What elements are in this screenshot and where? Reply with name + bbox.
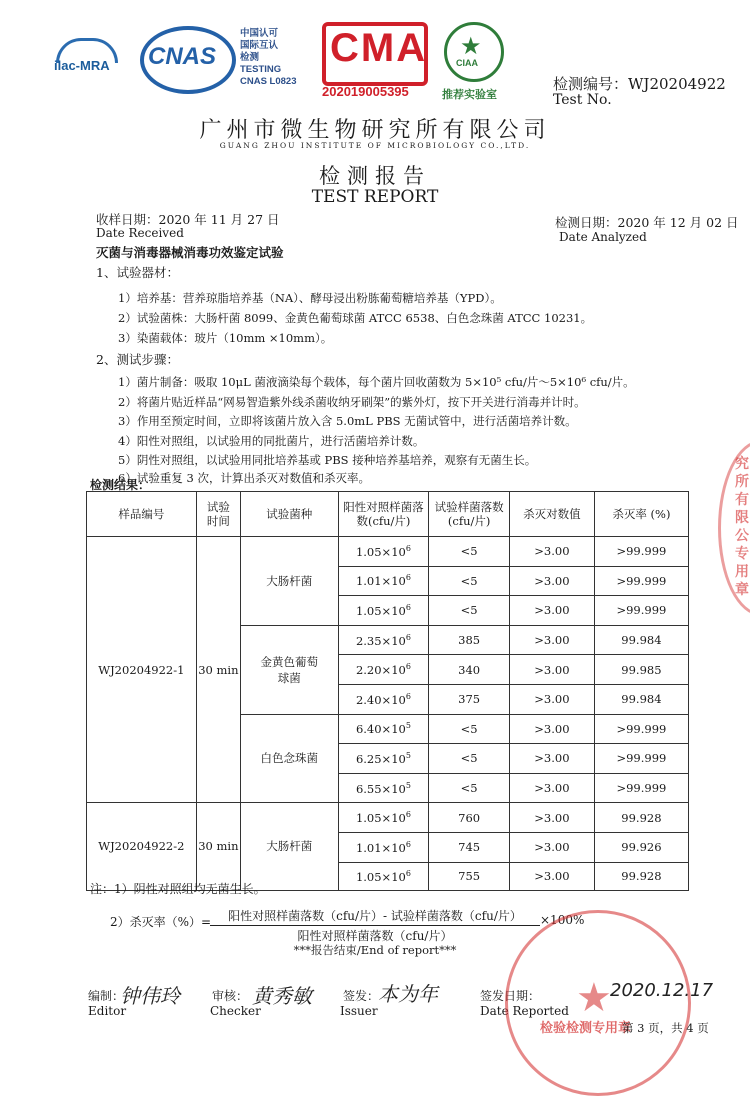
formula-denominator: 阳性对照样菌落数（cfu/片） (297, 929, 453, 943)
formula-multiplier: ×100% (540, 913, 585, 927)
official-seal (505, 910, 691, 1096)
cell-strain: 金黄色葡萄球菌 (241, 625, 339, 714)
header-log: 杀灭对数值 (509, 492, 594, 537)
section1-heading: 1、试验器材： (96, 265, 179, 280)
table-header-row (87, 492, 689, 537)
date-reported-label-en: Date Reported (480, 1004, 569, 1018)
cell-test-count: <5 (429, 773, 510, 803)
note-formula-label: 2）杀灭率（%）= (110, 915, 212, 929)
table-row (87, 803, 689, 833)
cell-test-count: <5 (429, 714, 510, 744)
cell-log-value: >3.00 (509, 537, 594, 567)
ilac-mra-logo: ilac-MRA (50, 36, 120, 80)
cell-log-value: >3.00 (509, 744, 594, 774)
star-icon: ★ (576, 975, 612, 1021)
end-of-report: ***报告结束/End of report*** (293, 943, 457, 957)
section2-item: 4）阳性对照组，以试验用的同批菌片，进行活菌培养计数。 (118, 434, 425, 448)
cell-positive-count: $6.55\times 10^5$ (338, 773, 429, 803)
cell-log-value: >3.00 (509, 566, 594, 596)
section2-heading: 2、测试步骤： (96, 352, 179, 367)
cell-test-count: 760 (429, 803, 510, 833)
header-test: 试验样菌落数(cfu/片) (429, 492, 510, 537)
results-heading: 检测结果： (90, 478, 151, 492)
formula-numerator: 阳性对照样菌落数（cfu/片）- 试验样菌落数（cfu/片） (228, 909, 522, 923)
issuer-label: 签发： (343, 989, 380, 1003)
section2-item: 2）将菌片贴近样品“网易智造紫外线杀菌收纳牙刷架”的紫外灯，按下开关进行消毒并计时。 (118, 395, 586, 409)
cell-positive-count: $2.20\times 10^6$ (338, 655, 429, 685)
cell-kill-rate: >99.999 (594, 714, 688, 744)
cell-kill-rate: 99.928 (594, 862, 688, 890)
ciaa-logo: ★ CIAA 推荐实验室 (442, 22, 504, 102)
cell-positive-count: $6.40\times 10^5$ (338, 714, 429, 744)
cell-test-count: 340 (429, 655, 510, 685)
note-negative-control: 注：1）阴性对照组均无菌生长。 (90, 882, 266, 896)
cell-kill-rate: 99.926 (594, 832, 688, 862)
cell-positive-count: $1.05\times 10^6$ (338, 803, 429, 833)
cell-positive-count: $1.05\times 10^6$ (338, 596, 429, 626)
section2-item: 1）菌片制备：吸取 10μL 菌液滴染每个载体，每个菌片回收菌数为 5×10⁵ cfu/片～5×10⁶ cfu/片。 (118, 375, 635, 389)
cnas-logo: CNAS (140, 26, 230, 90)
cnas-text: 中国认可 国际互认 检测 TESTING CNAS L0823 (240, 28, 297, 87)
cma-logo: CMA 202019005395 (322, 22, 422, 100)
cell-positive-count: $2.35\times 10^6$ (338, 625, 429, 655)
seal-text: 检验检测专用章 (540, 1021, 632, 1036)
cell-test-count: 375 (429, 684, 510, 714)
checker-label-en: Checker (210, 1004, 261, 1018)
date-analyzed: 检测日期：2020 年 12 月 02 日 (555, 215, 739, 230)
test-name: 灭菌与消毒器械消毒功效鉴定试验 (96, 245, 284, 260)
section1-item: 3）染菌载体：玻片（10mm ×10mm）。 (118, 331, 333, 345)
header-time: 试验时间 (196, 492, 240, 537)
date-reported-label: 签发日期： (480, 989, 541, 1003)
section1-item: 2）试验菌株：大肠杆菌 8099、金黄色葡萄球菌 ATCC 6538、白色念珠菌 ATCC 10231。 (118, 311, 593, 325)
cell-test-count: <5 (429, 537, 510, 567)
editor-signature: 钟伟玲 (120, 984, 180, 1008)
cell-log-value: >3.00 (509, 655, 594, 685)
cell-positive-count: $1.01\times 10^6$ (338, 566, 429, 596)
header-rate: 杀灭率 (%) (594, 492, 688, 537)
cell-test-count: <5 (429, 744, 510, 774)
date-received: 收样日期：2020 年 11 月 27 日 (96, 212, 280, 227)
cell-test-count: <5 (429, 566, 510, 596)
section2-item: 3）作用至预定时间，立即将该菌片放入含 5.0mL PBS 无菌试管中，进行活菌培养计数。 (118, 414, 577, 428)
test-number-en: Test No. (553, 92, 612, 108)
cell-log-value: >3.00 (509, 832, 594, 862)
accreditation-logos (50, 18, 500, 101)
cell-sample: WJ20204922-1 (87, 537, 197, 803)
cell-log-value: >3.00 (509, 625, 594, 655)
cell-kill-rate: 99.984 (594, 625, 688, 655)
results-table (86, 491, 689, 891)
cell-time: 30 min (196, 537, 240, 803)
cell-positive-count: $1.05\times 10^6$ (338, 537, 429, 567)
star-icon: ★ (460, 32, 482, 60)
cell-time: 30 min (196, 803, 240, 890)
date-reported-handwritten: 2020.12.17 (610, 980, 714, 1001)
section2-item: 6）试验重复 3 次，计算出杀灭对数值和杀灭率。 (118, 471, 370, 485)
cell-log-value: >3.00 (509, 684, 594, 714)
cell-test-count: 385 (429, 625, 510, 655)
checker-signature: 黄秀敏 (252, 984, 312, 1008)
cell-test-count: <5 (429, 596, 510, 626)
cell-log-value: >3.00 (509, 803, 594, 833)
cell-log-value: >3.00 (509, 714, 594, 744)
section1-item: 1）培养基：营养琼脂培养基（NA）、酵母浸出粉胨葡萄糖培养基（YPD）。 (118, 291, 502, 305)
section2-item: 5）阴性对照组，以试验用同批培养基或 PBS 接种培养基培养，观察有无菌生长。 (118, 453, 537, 467)
institute-name-en: GUANG ZHOU INSTITUTE OF MICROBIOLOGY CO.,LTD. (219, 141, 531, 150)
table-row (87, 537, 689, 567)
page-number: 第 3 页，共 4 页 (622, 1021, 709, 1035)
cell-log-value: >3.00 (509, 596, 594, 626)
cell-kill-rate: >99.999 (594, 744, 688, 774)
cell-strain: 大肠杆菌 (241, 537, 339, 626)
header-positive: 阳性对照样菌落数(cfu/片) (338, 492, 429, 537)
cell-log-value: >3.00 (509, 862, 594, 890)
side-seal: 究所有限公专用章 (718, 440, 750, 616)
header-sample: 样品编号 (87, 492, 197, 537)
cell-kill-rate: >99.999 (594, 773, 688, 803)
cell-sample: WJ20204922-2 (87, 803, 197, 890)
cell-kill-rate: 99.928 (594, 803, 688, 833)
report-title-en: TEST REPORT (311, 187, 439, 207)
cell-positive-count: $6.25\times 10^5$ (338, 744, 429, 774)
cell-positive-count: $2.40\times 10^6$ (338, 684, 429, 714)
cell-kill-rate: 99.985 (594, 655, 688, 685)
cell-strain: 白色念珠菌 (241, 714, 339, 803)
cell-test-count: 755 (429, 862, 510, 890)
test-number: 检测编号：WJ20204922 (553, 75, 726, 93)
issuer-label-en: Issuer (340, 1004, 378, 1018)
cell-positive-count: $1.05\times 10^6$ (338, 862, 429, 890)
cell-log-value: >3.00 (509, 773, 594, 803)
date-analyzed-en: Date Analyzed (559, 230, 647, 244)
cell-test-count: 745 (429, 832, 510, 862)
cell-kill-rate: >99.999 (594, 596, 688, 626)
cell-kill-rate: >99.999 (594, 566, 688, 596)
header-strain: 试验菌种 (241, 492, 339, 537)
checker-label: 审核： (212, 989, 249, 1003)
date-received-en: Date Received (96, 226, 184, 240)
cell-strain: 大肠杆菌 (241, 803, 339, 890)
cell-kill-rate: 99.984 (594, 684, 688, 714)
institute-name: 广州市微生物研究所有限公司 (199, 118, 551, 143)
cell-kill-rate: >99.999 (594, 537, 688, 567)
cell-positive-count: $1.01\times 10^6$ (338, 832, 429, 862)
report-title: 检测报告 (319, 164, 431, 188)
editor-label: 编制： (88, 989, 125, 1003)
issuer-signature: 本为年 (378, 982, 438, 1006)
editor-label-en: Editor (88, 1004, 127, 1018)
kill-rate-formula (210, 907, 540, 944)
